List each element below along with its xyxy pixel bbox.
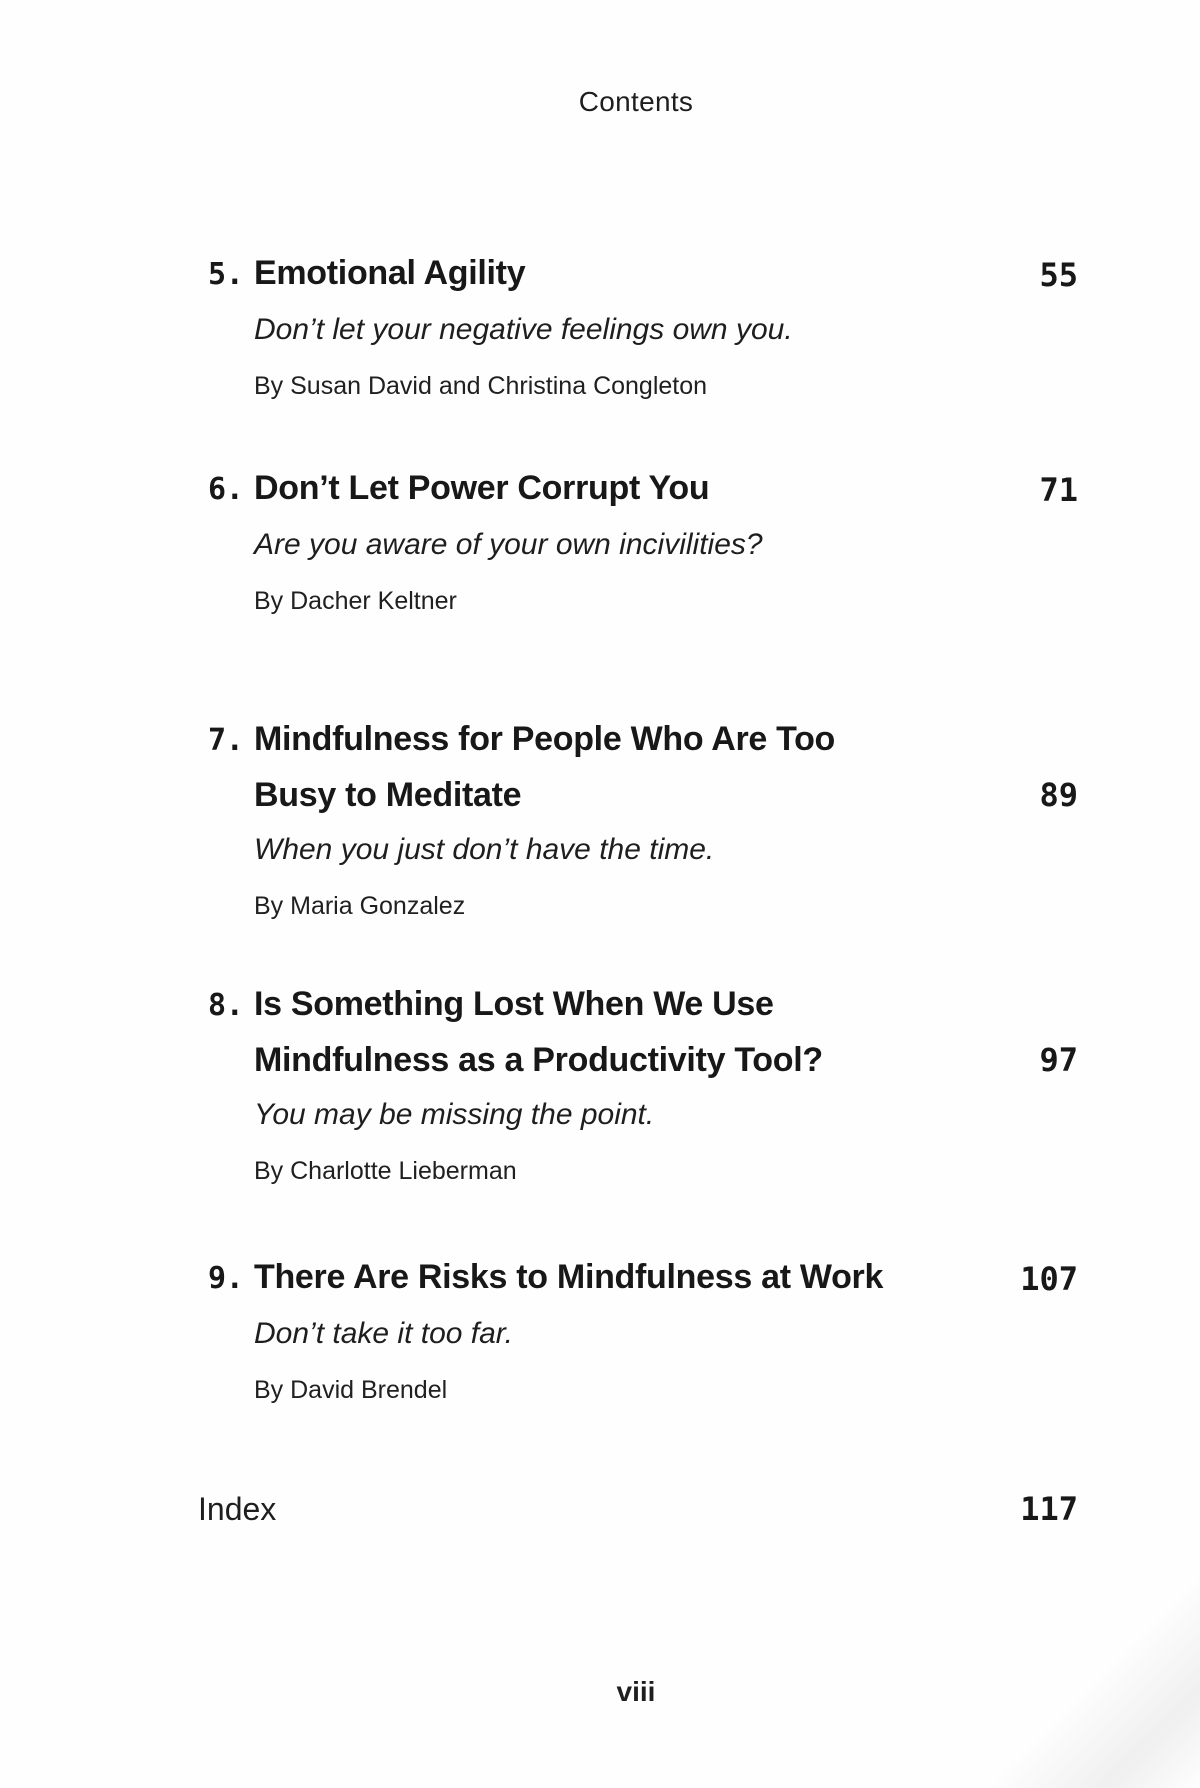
toc-entry-title-row xyxy=(208,1250,1078,1306)
toc-entry-subtitle: You may be missing the point. xyxy=(254,1098,655,1131)
toc-entry-title-row xyxy=(208,246,1078,302)
toc-entry-number: 6. xyxy=(208,472,244,507)
toc-entry-number: 5. xyxy=(208,257,244,292)
toc-entry-author: By Maria Gonzalez xyxy=(254,892,466,920)
toc-entry-page-number: 55 xyxy=(1039,256,1078,294)
toc-index-page-number: 117 xyxy=(1020,1490,1078,1528)
toc-entry-9 xyxy=(208,1250,1078,1408)
toc-entry-subtitle: Don’t take it too far. xyxy=(254,1317,514,1350)
toc-entry-title-row xyxy=(208,461,1078,517)
toc-entry-title xyxy=(208,712,835,822)
toc-entry-title-row xyxy=(208,712,1078,822)
toc-entry-7 xyxy=(208,712,1078,924)
page-corner-shadow xyxy=(980,1528,1200,1788)
toc-entry-page-number: 107 xyxy=(1020,1260,1078,1298)
toc-entry-title-row xyxy=(208,977,1078,1087)
toc-entry-title-line1: Emotional Agility xyxy=(254,254,526,292)
toc-index-entry xyxy=(198,1490,1078,1528)
toc-entry-number: 8. xyxy=(208,988,244,1023)
toc-entry-page-number: 97 xyxy=(1039,1041,1078,1079)
toc-entry-subtitle: Are you aware of your own incivilities? xyxy=(254,528,763,561)
toc-entry-title-line1: Mindfulness for People Who Are Too xyxy=(254,720,836,758)
running-head: Contents xyxy=(578,86,694,117)
toc-entry-page-number: 71 xyxy=(1039,471,1078,509)
toc-entry-title xyxy=(208,246,525,302)
toc-entry-author: By Susan David and Christina Congleton xyxy=(254,372,708,400)
toc-entry-6 xyxy=(208,461,1078,619)
toc-entry-title-line2: Mindfulness as a Productivity Tool? xyxy=(254,1041,823,1079)
toc-entry-subtitle: Don’t let your negative feelings own you. xyxy=(254,313,793,346)
toc-entry-title-line1: Don’t Let Power Corrupt You xyxy=(254,469,710,507)
toc-entry-number: 9. xyxy=(208,1261,244,1296)
toc-entry-author: By Dacher Keltner xyxy=(254,587,457,615)
toc-entry-title xyxy=(208,977,823,1087)
toc-entry-author: By David Brendel xyxy=(254,1376,448,1404)
toc-entry-subtitle: When you just don’t have the time. xyxy=(254,833,715,866)
toc-entry-page-number: 89 xyxy=(1039,776,1078,814)
toc-entry-title xyxy=(208,461,709,517)
toc-index-label: Index xyxy=(198,1490,277,1527)
toc-entry-title xyxy=(208,1250,883,1306)
page-folio: viii xyxy=(616,1676,656,1707)
toc-entry-number: 7. xyxy=(208,723,244,758)
toc-entry-8 xyxy=(208,977,1078,1189)
toc-entry-title-line1: There Are Risks to Mindfulness at Work xyxy=(254,1258,884,1296)
toc-entry-title-line2: Busy to Meditate xyxy=(254,776,522,814)
toc-entry-title-line1: Is Something Lost When We Use xyxy=(254,985,774,1023)
toc-entry-5 xyxy=(208,246,1078,404)
toc-entry-author: By Charlotte Lieberman xyxy=(254,1157,517,1185)
